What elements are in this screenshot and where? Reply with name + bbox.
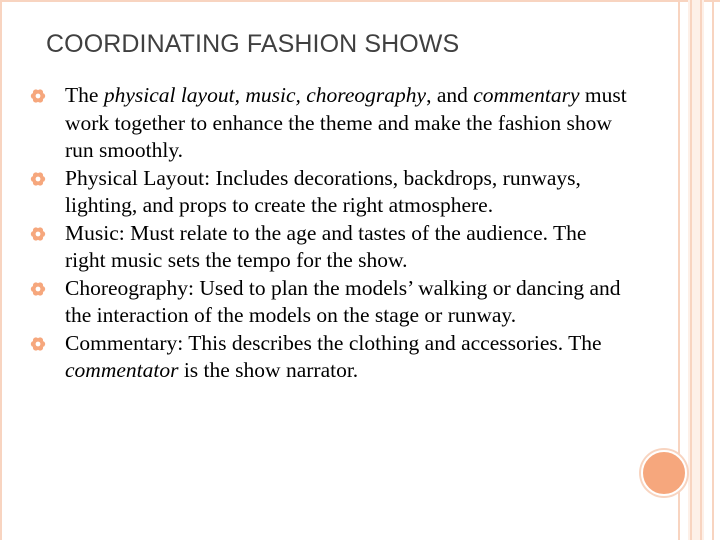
bullet-text [65, 220, 630, 275]
bullet-item [30, 220, 630, 275]
emphasized-term: commentary [473, 83, 580, 107]
decorative-rail [690, 0, 692, 540]
slide-frame-top [0, 0, 720, 2]
flower-bullet-icon [30, 171, 46, 187]
text-segment: Commentary: This describes the clothing and accessories. The [65, 330, 602, 355]
flower-bullet-icon [30, 336, 46, 352]
bullet-text [65, 165, 630, 220]
text-segment: must work together to enhance the theme and make the fashion show run smoothly. [65, 83, 627, 162]
decorative-circle [641, 450, 687, 496]
bullet-text [65, 275, 630, 330]
text-segment: Music: Must relate to the age and tastes of the audience. The right music sets the tempo for the show. [65, 220, 587, 272]
bullet-item [30, 82, 630, 165]
text-segment: Choreography: Used to plan the models’ walking or dancing and the interaction of the models on the stage or runway. [65, 275, 621, 327]
flower-bullet-icon [30, 281, 46, 297]
bullet-item [30, 165, 630, 220]
slide-frame-left [0, 0, 2, 540]
emphasized-term: physical layout, music, choreography [103, 83, 427, 107]
slide-title: COORDINATING FASHION SHOWS [46, 30, 460, 58]
flower-bullet-icon [30, 88, 46, 104]
bullet-text [65, 330, 630, 385]
text-segment: is the show narrator. [178, 358, 359, 382]
text-segment: The [65, 83, 104, 107]
text-segment: Physical Layout: Includes decorations, backdrops, runways, lighting, and props to create the right atmosphere. [65, 165, 581, 217]
emphasized-term: commentator [65, 358, 179, 382]
flower-bullet-icon [30, 226, 46, 242]
decorative-rail [712, 0, 714, 540]
decorative-rail [700, 0, 702, 540]
bullet-text [65, 82, 630, 165]
bullet-item [30, 330, 630, 385]
bullet-list [30, 82, 630, 385]
bullet-item [30, 275, 630, 330]
text-segment: , and [426, 83, 474, 107]
